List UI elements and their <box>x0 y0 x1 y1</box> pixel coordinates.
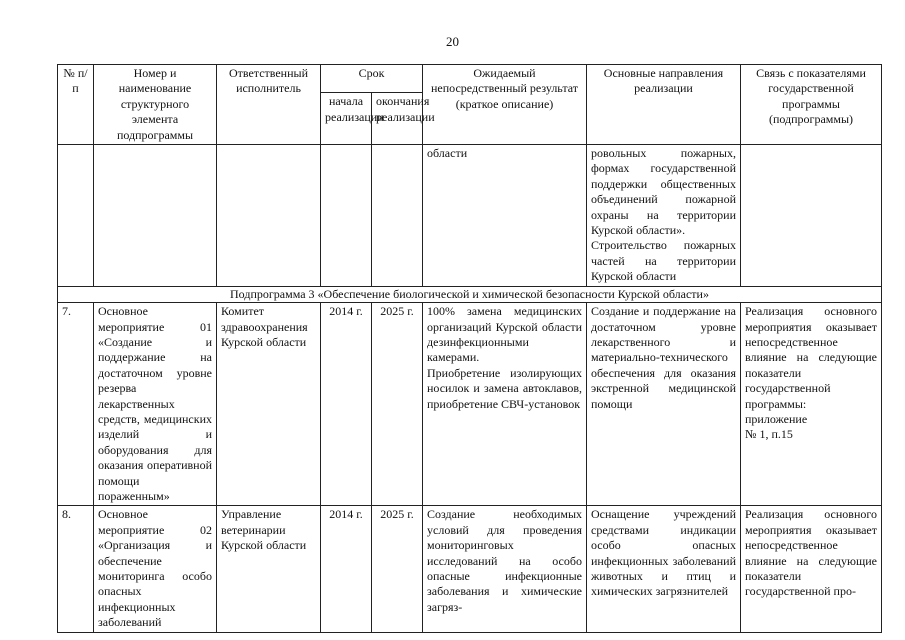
row-element: Основное мероприятие 01 «Создание и поддержание на достаточном уровне резерва лекарственных средств, медицинских изделий и оборудования для оказания оперативной помощи пораженным» <box>94 303 217 506</box>
continuation-directions <box>587 145 741 287</box>
row-executor: Управление ветеринарии Курской области <box>217 506 321 632</box>
table-header-row <box>58 65 882 93</box>
continuation-row <box>58 145 882 287</box>
row-link-text-2: приложение <box>745 411 808 426</box>
col-header-num: № п/п <box>58 65 94 145</box>
col-header-result: Ожидаемый непосредственный результат (краткое описание) <box>423 65 587 145</box>
row-end: 2025 г. <box>372 303 423 506</box>
row-link-text-1: Реализация основного мероприятия оказывает непосредственное влияние на следующие показатели государственной программы: <box>745 304 877 411</box>
col-header-term: Срок <box>321 65 423 93</box>
subprogram-title: Подпрограмма 3 «Обеспечение биологической и химической безопасности Курской области» <box>58 286 882 302</box>
row-executor: Комитет здравоохранения Курской области <box>217 303 321 506</box>
row-link: Реализация основного мероприятия оказывает непосредственное влияние на следующие показатели государственной про- <box>741 506 882 632</box>
row-start: 2014 г. <box>321 506 372 632</box>
col-header-directions: Основные направления реализации <box>587 65 741 145</box>
subprogram-table <box>57 64 882 633</box>
col-header-term-end: окончания реализации <box>372 93 423 145</box>
page-number: 20 <box>446 34 459 49</box>
continuation-directions-text-2: Строительство пожарных частей на территории Курской области <box>591 238 736 284</box>
col-header-element: Номер и наименование структурного элемента подпрограммы <box>94 65 217 145</box>
row-result-text-1: 100% замена медицинских организаций Курской области дезинфекционными камерами. <box>427 304 582 365</box>
subprogram-title-row <box>58 286 882 302</box>
row-link-text-3: № 1, п.15 <box>745 427 793 442</box>
continuation-result: области <box>423 145 587 287</box>
row-result <box>423 303 587 506</box>
col-header-link: Связь с показателями государственной программы (подпрограммы) <box>741 65 882 145</box>
row-directions: Создание и поддержание на достаточном уровне лекарственного и материально-технического обеспечения для оказания экстренной медицинской помощи <box>587 303 741 506</box>
row-result: Создание необходимых условий для проведения мониторинговых исследований на особо опасные инфекционные заболевания и химические загряз- <box>423 506 587 632</box>
row-element: Основное мероприятие 02 «Организация и обеспечение мониторинга особо опасных инфекционных заболеваний <box>94 506 217 632</box>
row-num: 8. <box>58 506 94 632</box>
continuation-directions-text-1: ровольных пожарных, формах государственной поддержки общественных объединений пожарной охраны на территории Курской области». <box>591 146 736 238</box>
table-row <box>58 303 882 506</box>
row-link <box>741 303 882 506</box>
row-directions: Оснащение учреждений средствами индикации особо опасных инфекционных заболеваний животных и птиц и химических загрязнителей <box>587 506 741 632</box>
table-row <box>58 506 882 632</box>
col-header-term-start: начала реализации <box>321 93 372 145</box>
row-result-text-2: Приобретение изолирующих носилок и замена автоклавов, приобретение СВЧ-установок <box>427 365 582 411</box>
row-start: 2014 г. <box>321 303 372 506</box>
col-header-executor: Ответственный исполнитель <box>217 65 321 145</box>
row-num: 7. <box>58 303 94 506</box>
row-end: 2025 г. <box>372 506 423 632</box>
